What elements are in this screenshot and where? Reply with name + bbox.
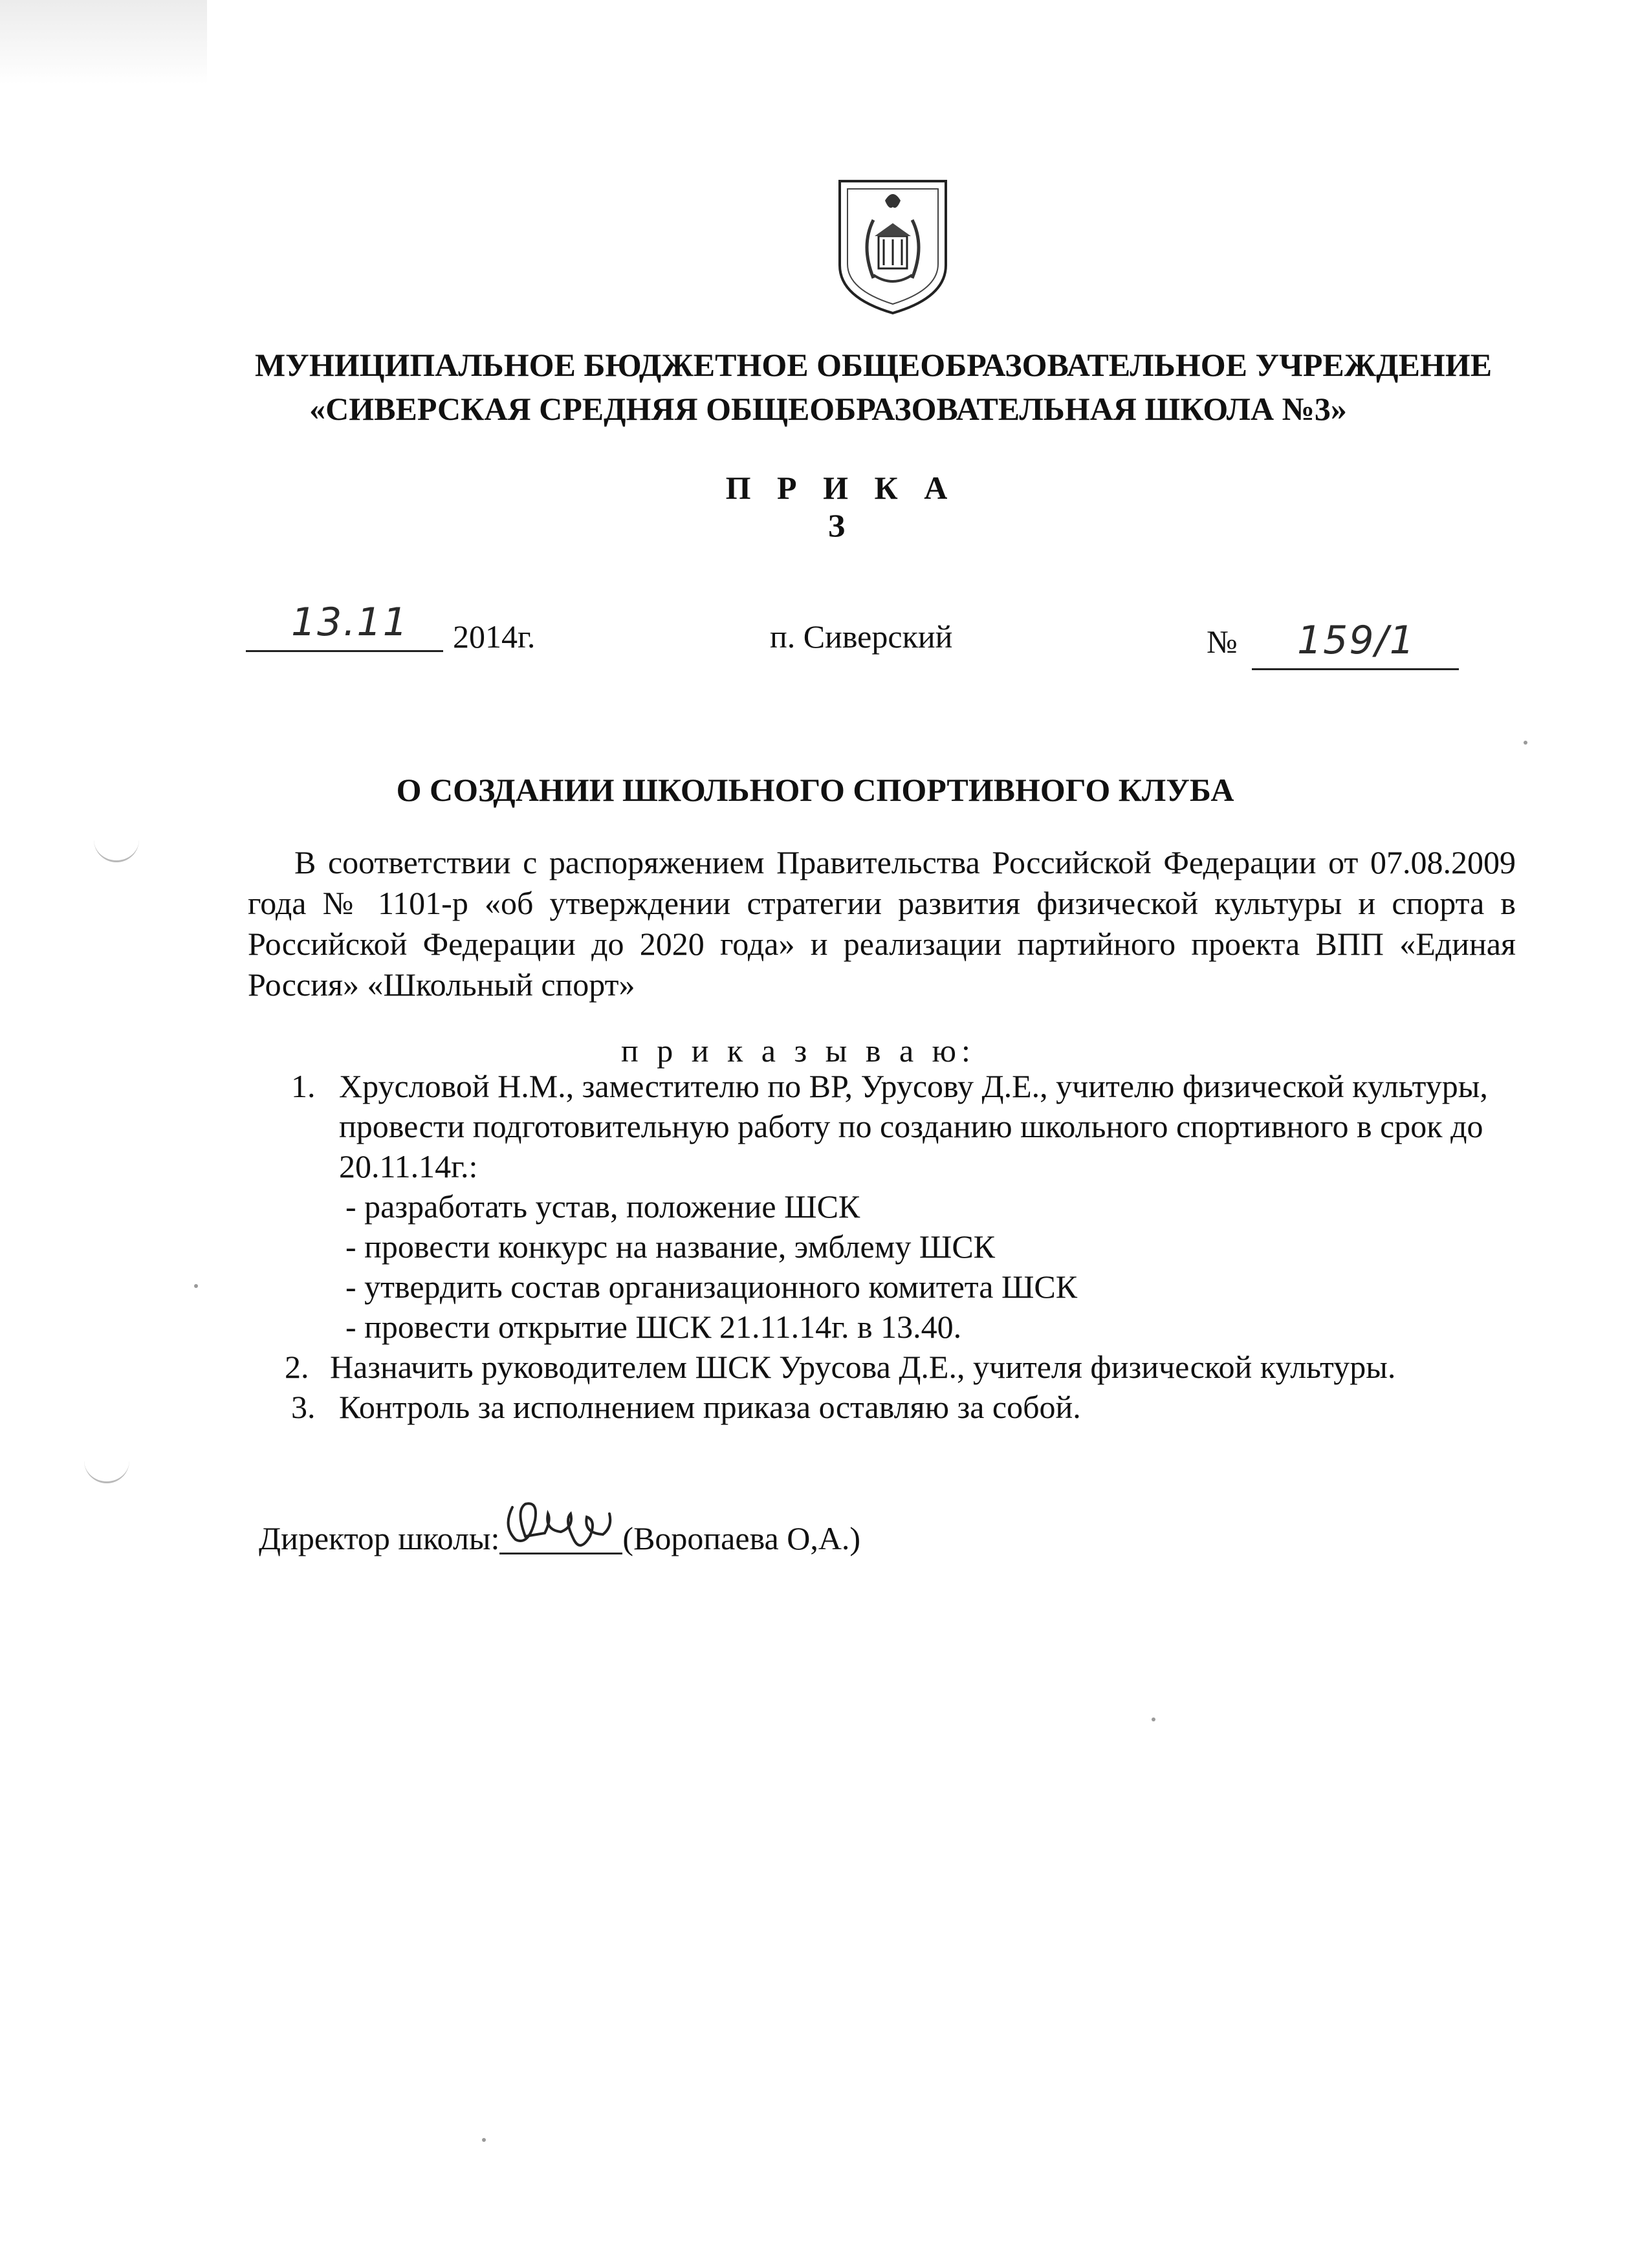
coat-of-arms-icon (835, 175, 951, 317)
handwritten-order-number: 159/1 (1297, 618, 1416, 663)
director-name: (Воропаева О,А.) (622, 1520, 861, 1556)
signature-line (499, 1514, 622, 1554)
number-sign: № (1207, 624, 1238, 660)
sub-item: - провести открытие ШСК 21.11.14г. в 13.40. (345, 1309, 962, 1345)
list-item (278, 1347, 1540, 1387)
order-word: п р и к а з ы в а ю: (621, 1032, 976, 1069)
order-number-field (1252, 605, 1459, 670)
handwritten-date: 13.11 (291, 600, 409, 645)
signature-block (259, 1514, 860, 1557)
scan-speck (1524, 741, 1527, 745)
order-title: О СОЗДАНИИ ШКОЛЬНОГО СПОРТИВНОГО КЛУБА (396, 772, 1234, 808)
organization-header (194, 343, 1553, 431)
scan-speck (194, 1284, 198, 1288)
handwritten-signature (499, 1481, 629, 1559)
sub-item: - провести конкурс на название, эмблему ШСК (345, 1228, 996, 1265)
document-meta-row (0, 600, 1651, 676)
list-item-number: 2. (285, 1349, 309, 1385)
scan-speck (482, 2138, 486, 2142)
punch-hole-mark (84, 1449, 129, 1483)
organization-name-line1: МУНИЦИПАЛЬНОЕ БЮДЖЕТНОЕ ОБЩЕОБРАЗОВАТЕЛЬНОЕ УЧРЕЖДЕНИЕ (254, 347, 1492, 383)
list-item-text: Хрусловой Н.М., заместителю по ВР, Урусову Д.Е., учителю физической культуры, провести подготовительную работу по созданию школьного спортивного в срок до 20.11.14г.: (339, 1068, 1488, 1184)
sub-item: - разработать устав, положение ШСК (345, 1188, 860, 1225)
place-text: п. Сиверский (770, 618, 953, 655)
document-type: П Р И К А З (725, 470, 957, 543)
order-items-list (278, 1066, 1540, 1427)
list-item-number: 1. (291, 1068, 316, 1104)
list-item-text: Контроль за исполнением приказа оставляю за собой. (339, 1389, 1081, 1425)
punch-hole-mark (94, 828, 139, 862)
scan-artifact (0, 0, 207, 84)
date-field (246, 600, 443, 652)
list-item-number: 3. (291, 1389, 316, 1425)
sub-item: - утвердить состав организационного комитета ШСК (345, 1269, 1078, 1305)
signature-label: Директор школы: (259, 1520, 500, 1556)
list-item (278, 1066, 1540, 1347)
scan-speck (1152, 1717, 1155, 1721)
organization-name-line2: «СИВЕРСКАЯ СРЕДНЯЯ ОБЩЕОБРАЗОВАТЕЛЬНАЯ ШКОЛА №3» (309, 391, 1347, 427)
list-item-text: Назначить руководителем ШСК Урусова Д.Е., учителя физической культуры. (330, 1349, 1396, 1385)
year-text: 2014г. (453, 618, 536, 655)
preamble-paragraph: В соответствии с распоряжением Правительства Российской Федерации от 07.08.2009 года № 1101-р «об утверждении стратегии развития физической культуры и спорта в Российской Федерации до 2020 года» и реализации партийного проекта ВПП «Единая Россия» «Школьный спорт» (248, 844, 1516, 1003)
list-item (278, 1387, 1540, 1427)
